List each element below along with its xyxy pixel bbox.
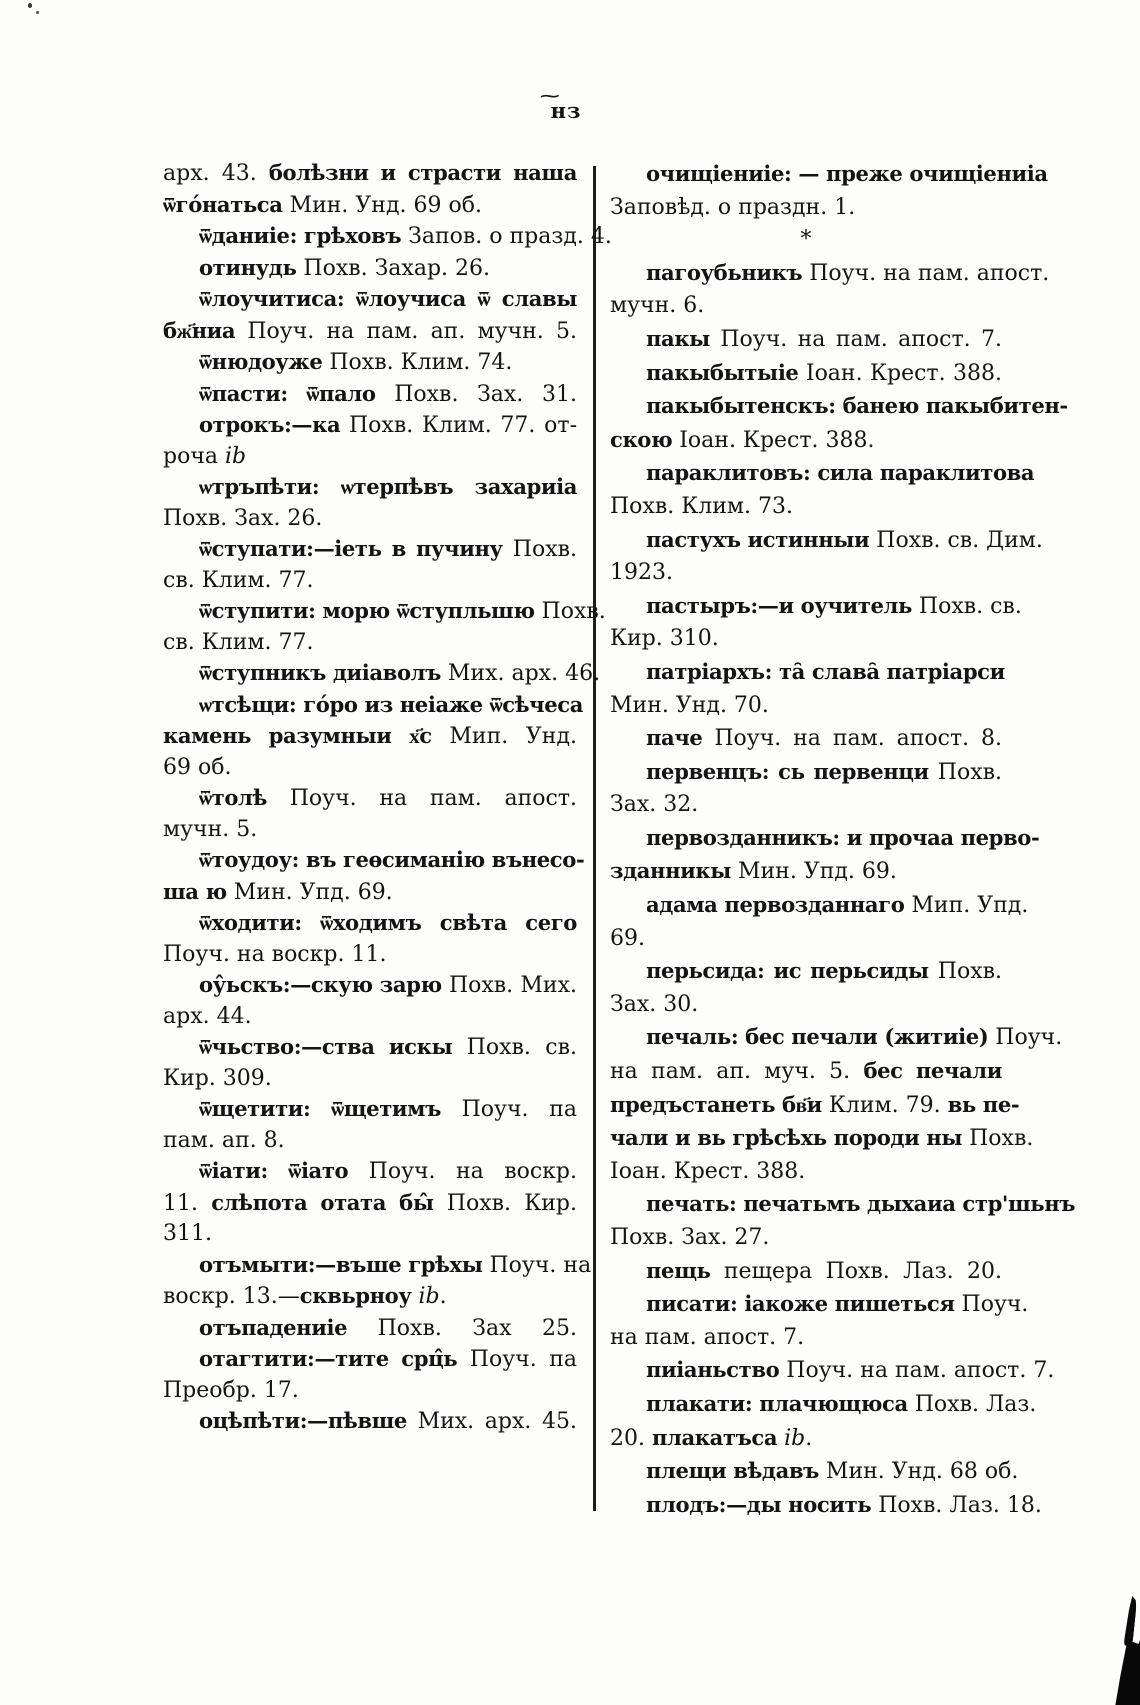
dictionary-line: [163, 1064, 577, 1095]
dictionary-line: [163, 1281, 577, 1313]
page-number-text: нз: [550, 98, 582, 123]
slavonic-text: пастыръ:—и оучитель: [646, 592, 912, 618]
slavonic-text: камень разумныи х҃с: [163, 723, 432, 748]
titlo-mark: ~: [537, 87, 564, 105]
dictionary-line: [610, 855, 1002, 889]
slavonic-text: предъстанеть бв҃и: [610, 1091, 822, 1117]
slavonic-text: ѿчьство:—ства искы: [199, 1034, 453, 1059]
slavonic-text: ѿщетити: ѿщетимъ: [199, 1096, 441, 1121]
dictionary-line: [610, 822, 1040, 856]
slavonic-text: отинудь: [199, 254, 297, 280]
citation-text: Мих. арх. 45.: [406, 1409, 577, 1434]
dictionary-line: [610, 290, 1002, 323]
dictionary-line: [163, 1126, 577, 1157]
dictionary-line: [610, 1055, 1002, 1089]
dictionary-line: [163, 1313, 577, 1345]
citation-text: Похв.: [534, 599, 606, 624]
ink-blob-gap-artifact: [1117, 1650, 1123, 1656]
slavonic-text: отагтити:—тите срц̂ь: [199, 1346, 458, 1371]
citation-text: Похв. св.: [911, 593, 1022, 619]
slavonic-text: ѿлоучитиса: ѿлоучиса ѿ славы: [199, 286, 577, 311]
dictionary-line: [610, 491, 1002, 524]
citation-text: Похв. Лаз.: [907, 1391, 1037, 1417]
citation-text: Зах. 30.: [610, 991, 699, 1017]
dictionary-line: [610, 390, 1068, 424]
slavonic-text: ѿнюдоуже: [199, 349, 323, 374]
citation-text: Похв. Кир.: [433, 1190, 577, 1216]
dictionary-line: [163, 753, 577, 784]
slavonic-text: ѿтолѣ: [199, 785, 267, 810]
dictionary-line: [163, 221, 612, 253]
citation-text: Похв. Мих.: [441, 973, 577, 998]
slavonic-text: бес печали: [863, 1058, 1002, 1084]
citation-text: .: [439, 1284, 447, 1309]
citation-text: пам. ап. 8.: [163, 1127, 285, 1153]
citation-text: Мин. Унд. 70.: [610, 692, 769, 718]
citation-text: Мип. Унд.: [431, 724, 577, 749]
citation-text: на пам. ап. муч. 5.: [610, 1059, 864, 1085]
citation-text: Поуч.: [988, 1025, 1063, 1051]
dictionary-line: [610, 323, 1002, 357]
dictionary-line: [610, 955, 1002, 989]
citation-text: Мин. Унд. 68 об.: [818, 1459, 1019, 1485]
dictionary-line: [610, 424, 1002, 458]
dictionary-line: [610, 590, 1022, 624]
slavonic-text: ѡтсѣщи: го́ро из неіаже ѿсѣчеса: [199, 691, 583, 717]
citation-text: Похв.: [962, 1126, 1034, 1152]
dictionary-line: [163, 1002, 577, 1033]
dictionary-line: [610, 224, 1002, 257]
slavonic-text: ѿданиіе: грѣховъ: [199, 223, 402, 248]
slavonic-text: плещи вѣдавъ: [646, 1458, 819, 1484]
citation-text: Мин. Упд. 69.: [730, 859, 897, 885]
dictionary-line: [610, 357, 1002, 391]
dictionary-line: [610, 1489, 1042, 1523]
slavonic-text: параклитовъ: сила параклитова: [646, 460, 1035, 486]
dictionary-line: [163, 658, 601, 690]
dictionary-line: [163, 845, 585, 877]
citation-text: Похв.: [928, 959, 1002, 985]
dictionary-line: [610, 1354, 1055, 1388]
citation-text: Похв. Зах 25.: [347, 1315, 577, 1341]
slavonic-text: отъпадениіе: [199, 1314, 348, 1340]
slavonic-text: ѿтоудоу: въ геѳсиманію вънесо-: [199, 847, 585, 872]
dictionary-line: [163, 1250, 592, 1282]
dictionary-line: [163, 566, 577, 597]
dictionary-line: [610, 1156, 1002, 1189]
dictionary-line: [163, 442, 577, 473]
dictionary-line: [610, 756, 1002, 790]
dictionary-line: [163, 721, 577, 753]
slavonic-text: печать: печатьмъ дыхаиа стр'шьнъ: [646, 1191, 1076, 1217]
dictionary-line: [610, 1422, 1002, 1456]
slavonic-text: отъмыти:—въше грѣхы: [199, 1251, 483, 1277]
citation-text: 20.: [610, 1425, 652, 1451]
dictionary-line: [163, 1376, 577, 1407]
slavonic-text: пиіаньство: [646, 1357, 780, 1383]
citation-text: Кир. 310.: [610, 626, 719, 652]
ink-speck-artifact: [36, 11, 39, 14]
dictionary-line: [163, 690, 583, 722]
dictionary-line: [163, 253, 577, 285]
citation-text: Похв. Зах. 26.: [163, 505, 323, 531]
citation-text: .: [805, 1425, 813, 1451]
citation-text: Похв. Клим. 73.: [610, 493, 793, 519]
column-divider-rule: [593, 166, 596, 1511]
dictionary-line: [610, 1322, 1002, 1355]
citation-text: Кир. 309.: [163, 1065, 272, 1091]
ink-speck-artifact: [28, 3, 32, 8]
citation-text: роча: [163, 443, 225, 469]
dictionary-line: [610, 923, 1002, 956]
citation-text: Мин. Упд. 69.: [226, 879, 393, 905]
slavonic-text: чали и вь грѣсѣхь породи ны: [610, 1125, 963, 1151]
dictionary-line: [610, 623, 1002, 656]
dictionary-line: [610, 989, 1002, 1022]
dictionary-line: [610, 1188, 1076, 1222]
citation-text: Клим. 79.: [821, 1092, 948, 1118]
citation-text: мучн. 5.: [163, 816, 258, 842]
citation-text: Поуч. па: [457, 1347, 577, 1372]
slavonic-text: плакати: плачющюса: [646, 1390, 908, 1416]
citation-text: Поуч. на пам. апост. 7.: [709, 326, 1002, 352]
dictionary-line: [163, 534, 577, 566]
slavonic-text: ѡтръпѣти: ѡтерпѣвъ захариіа: [199, 474, 577, 499]
citation-text: Зах. 32.: [610, 792, 699, 818]
citation-text: ib: [418, 1284, 440, 1309]
citation-text: Поуч.: [954, 1292, 1029, 1318]
dictionary-line: [163, 347, 577, 379]
slavonic-text: болѣзни и страсти наша: [268, 160, 577, 185]
slavonic-text: скою: [610, 426, 673, 452]
dictionary-line: [163, 1406, 577, 1438]
slavonic-text: пагоубьникъ: [646, 259, 803, 285]
citation-text: св. Клим. 77.: [163, 567, 314, 593]
slavonic-text: печаль: бес печали (житиіе): [646, 1024, 989, 1050]
citation-text: ib: [224, 443, 247, 469]
citation-text: Похв. св.: [452, 1035, 578, 1060]
citation-text: Похв. Клим. 77. от-: [340, 413, 577, 438]
slavonic-text: первозданникъ: и прочаа перво-: [646, 824, 1040, 850]
slavonic-text: бж҃ниа: [163, 317, 236, 343]
citation-text: Поуч. на пам. апост.: [802, 260, 1050, 286]
right-column: [610, 158, 1076, 1522]
dictionary-line: [163, 410, 577, 442]
slavonic-text: отрокъ:—ка: [199, 412, 341, 437]
dictionary-line: [163, 1156, 577, 1188]
slavonic-text: пастухъ истинныи: [646, 526, 870, 552]
slavonic-text: ша ю: [163, 878, 227, 904]
slavonic-text: ѿходити: ѿходимъ свѣта сего: [199, 910, 577, 935]
dictionary-line: [610, 690, 1002, 723]
slavonic-text: зданникы: [610, 858, 731, 884]
slavonic-text: ѿго́натьса: [163, 191, 283, 217]
citation-text: арх. 43.: [163, 161, 269, 186]
slavonic-text: плакатъса: [651, 1424, 778, 1450]
citation-text: Похв. Зах. 27.: [610, 1225, 770, 1250]
citation-text: Мих. арх. 46.: [440, 661, 601, 686]
slavonic-text: патріархъ: та̑ слава̑ патріарси: [646, 658, 1005, 684]
dictionary-line: [610, 722, 1002, 756]
dictionary-line: [163, 1188, 577, 1220]
dictionary-line: [610, 192, 1002, 225]
dictionary-line: [610, 1122, 1034, 1156]
dictionary-line: [610, 1021, 1063, 1055]
page-number: [536, 87, 596, 123]
slavonic-text: очищіениіе: — преже очищіениіа: [646, 161, 1048, 186]
dictionary-line: [163, 316, 577, 348]
dictionary-line: [610, 557, 1002, 590]
citation-text: 11.: [163, 1190, 212, 1216]
dictionary-line: [163, 940, 577, 971]
citation-text: Заповѣд. о праздн. 1.: [610, 194, 856, 220]
citation-text: мучн. 6.: [610, 293, 705, 319]
citation-text: 69 об.: [163, 754, 232, 780]
slavonic-text: плодъ:—ды носить: [646, 1491, 872, 1517]
dictionary-line: [163, 628, 577, 659]
slavonic-text: адама первозданнаго: [646, 892, 905, 918]
slavonic-text: ѿступати:—іеть в пучину: [199, 536, 503, 561]
citation-text: 1923.: [610, 560, 673, 586]
dictionary-line: [610, 1288, 1029, 1322]
citation-text: Преобр. 17.: [163, 1377, 299, 1403]
citation-text: Іоан. Крест. 388.: [798, 360, 1002, 386]
citation-text: Мип. Упд.: [904, 893, 1029, 919]
dictionary-line: [610, 524, 1043, 558]
dictionary-line: [163, 472, 577, 504]
left-column: [163, 158, 612, 1438]
dictionary-line: [163, 783, 577, 815]
slavonic-text: оу̂ьскъ:—скую зарю: [199, 972, 442, 997]
dictionary-line: [163, 970, 577, 1002]
citation-text: арх. 44.: [163, 1003, 252, 1029]
slavonic-text: пакыбытыіе: [646, 359, 799, 385]
citation-text: *: [800, 227, 812, 253]
dictionary-line: [610, 257, 1050, 291]
dictionary-line: [610, 1388, 1037, 1422]
dictionary-line: [163, 190, 577, 222]
citation-text: Похв.: [928, 759, 1002, 785]
slavonic-text: слѣпота отата бы̂: [211, 1189, 434, 1215]
dictionary-line: [610, 1222, 1002, 1255]
slavonic-text: ѿступити: морю ѿступльшю: [199, 598, 535, 623]
dictionary-line: [610, 656, 1005, 690]
dictionary-line: [163, 908, 577, 940]
dictionary-line: [163, 504, 577, 535]
slavonic-text: ѿпасти: ѿпало: [199, 380, 376, 406]
slavonic-text: вь пе-: [947, 1091, 1020, 1117]
slavonic-text: пещь: [646, 1257, 711, 1283]
slavonic-text: писати: іакоже пишеться: [646, 1291, 955, 1317]
citation-text: ib: [784, 1425, 806, 1451]
citation-text: Похв. св. Дим.: [869, 527, 1043, 553]
citation-text: св. Клим. 77.: [163, 629, 314, 655]
citation-text: Запов. о празд. 4.: [401, 224, 612, 249]
dictionary-line: [610, 1255, 1002, 1289]
citation-text: Мин. Унд. 69 об.: [282, 192, 482, 218]
dictionary-line: [163, 877, 577, 909]
citation-text: на пам. апост. 7.: [610, 1324, 805, 1350]
dictionary-line: [163, 1032, 577, 1064]
dictionary-line: [163, 379, 577, 411]
dictionary-line: [610, 1455, 1019, 1489]
dictionary-line: [610, 1089, 1020, 1123]
dictionary-line: [163, 1094, 577, 1126]
slavonic-text: ѿіати: ѿіато: [199, 1158, 349, 1183]
slavonic-text: сквьрноу: [299, 1283, 412, 1308]
citation-text: Іоан. Крест. 388.: [610, 1158, 806, 1184]
citation-text: Похв. Зах. 31.: [375, 381, 577, 407]
citation-text: Поуч. на пам. апост. 7.: [779, 1358, 1055, 1384]
slavonic-text: перьсида: ис перьсиды: [646, 958, 929, 984]
slavonic-text: паче: [646, 725, 703, 751]
citation-text: Поуч. на пам. апост.: [266, 786, 577, 811]
dictionary-line: [163, 1344, 577, 1376]
citation-text: Похв. Клим. 74.: [322, 350, 513, 375]
dictionary-line: [163, 815, 577, 846]
dictionary-line: [610, 789, 1002, 822]
citation-text: 69.: [610, 925, 645, 951]
citation-text: Іоан. Крест. 388.: [672, 427, 875, 453]
citation-text: Похв.: [502, 537, 577, 562]
citation-text: Поуч. на пам. апост. 8.: [702, 726, 1002, 752]
citation-text: Поуч. на пам. ап. мучн. 5.: [235, 318, 577, 344]
slavonic-text: ѿступникъ диіаволъ: [199, 660, 441, 685]
citation-text: Поуч. на воскр. 11.: [163, 941, 387, 967]
slavonic-text: пакы: [646, 325, 710, 351]
dictionary-line: [610, 158, 1048, 192]
citation-text: Похв. Лаз. 18.: [871, 1492, 1042, 1518]
dictionary-line: [163, 596, 606, 628]
citation-text: Похв. Захар. 26.: [296, 255, 490, 281]
dictionary-line: [610, 889, 1029, 923]
slavonic-text: первенцъ: сь первенци: [646, 758, 929, 784]
dictionary-line: [163, 1219, 577, 1250]
ink-streak-artifact: [1123, 1596, 1137, 1647]
slavonic-text: пакыбытенскъ: банею пакыбитен-: [646, 393, 1068, 419]
citation-text: пещера Похв. Лаз. 20.: [710, 1258, 1002, 1284]
citation-text: 311.: [163, 1221, 212, 1246]
citation-text: воскр. 13.—: [163, 1284, 300, 1309]
citation-text: Поуч. па: [440, 1097, 577, 1122]
dictionary-line: [163, 158, 577, 190]
citation-text: Поуч. на: [482, 1252, 592, 1278]
slavonic-text: оцѣпѣти:—пѣвше: [199, 1408, 407, 1433]
dictionary-line: [163, 284, 577, 316]
dictionary-line: [610, 457, 1035, 491]
citation-text: Поуч. на воскр.: [348, 1159, 577, 1184]
